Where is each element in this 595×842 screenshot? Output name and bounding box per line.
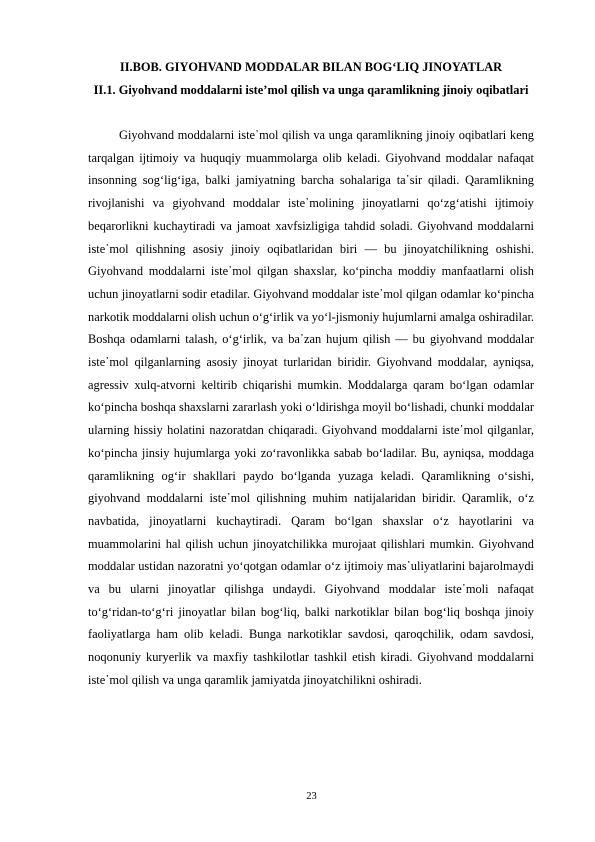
chapter-title: II.BOB. GIYOHVAND MODDALAR BILAN BOG‘LIQ JINOYATLAR [119,60,503,74]
section-title: II.1. Giyohvand moddalarni iste’mol qilish va unga qaramlikning jinoiy oqibatlari [93,83,529,97]
body-paragraph: Giyohvand moddalarni iste᾽mol qilish va unga qaramlikning jinoiy oqibatlari keng tarqalgan ijtimoiy va huquqiy muammolarga olib keladi. Giyohvand moddalar nafaqat insonning sog‘lig‘iga, balki jamiyatning barcha sohalariga ta᾽sir qiladi. Qaramlikning rivojlanishi va giyohvand moddalar iste᾽molining jinoyatlarni qo‘zg‘atishi ijtimoiy beqarorlikni kuchaytiradi va jamoat xavfsizligiga tahdid soladi. Giyohvand moddalarni iste᾽mol qilishning asosiy jinoiy oqibatlaridan biri — bu jinoyatchilikning oshishi. Giyohvand moddalarni iste᾽mol qilgan shaxslar, ko‘pincha moddiy manfaatlarni olish uchun jinoyatlarni sodir etadilar. Giyohvand moddalar iste᾽mol qilgan odamlar ko‘pincha narkotik moddalarni olish uchun o‘g‘irlik va yo‘l-jismoniy hujumlarni amalga oshiradilar. Boshqa odamlarni talash, o‘g‘irlik, va ba᾽zan hujum qilish — bu giyohvand moddalar iste᾽mol qilganlarning asosiy jinoyat turlaridan biridir. Giyohvand moddalar, ayniqsa, agressiv xulq-atvorni keltirib chiqarishi mumkin. Moddalarga qaram bo‘lgan odamlar ko‘pincha boshqa shaxslarni zararlash yoki o‘ldirishga moyil bo‘lishadi, chunki moddalar ularning hissiy holatini nazoratdan chiqaradi. Giyohvand moddalarni iste᾽mol qilganlar, ko‘pincha jinsiy hujumlarga yoki zo‘ravonlikka sabab bo‘ladilar. Bu, ayniqsa, moddaga qaramlikning og‘ir shakllari paydo bo‘lganda yuzaga keladi. Qaramlikning o‘sishi, giyohvand moddalarni iste᾽mol qilishning muhim natijalaridan biridir. Qaramlik, o‘z navbatida, jinoyatlarni kuchaytiradi. Qaram bo‘lgan shaxslar o‘z hayotlarini va muammolarini hal qilish uchun jinoyatchilikka murojaat qilishlari mumkin. Giyohvand moddalar ustidan nazoratni yo‘qotgan odamlar o‘z ijtimoiy mas᾽uliyatlarini bajarolmaydi va bu ularni jinoyatlar qilishga undaydi. Giyohvand moddalar iste᾽moli nafaqat to‘g‘ridan-to‘g‘ri jinoyatlar bilan bog‘liq, balki narkotiklar bilan bog‘liq boshqa jinoiy faoliyatlarga ham olib keladi. Bunga narkotiklar savdosi, qaroqchilik, odam savdosi, noqonuniy kuryerlik va maxfiy tashkilotlar tashkil etish kiradi. Giyohvand moddalarni iste᾽mol qilish va unga qaramlik jamiyatda jinoyatchilikni oshiradi. [88,128,534,687]
page-number: 23 [306,791,317,802]
